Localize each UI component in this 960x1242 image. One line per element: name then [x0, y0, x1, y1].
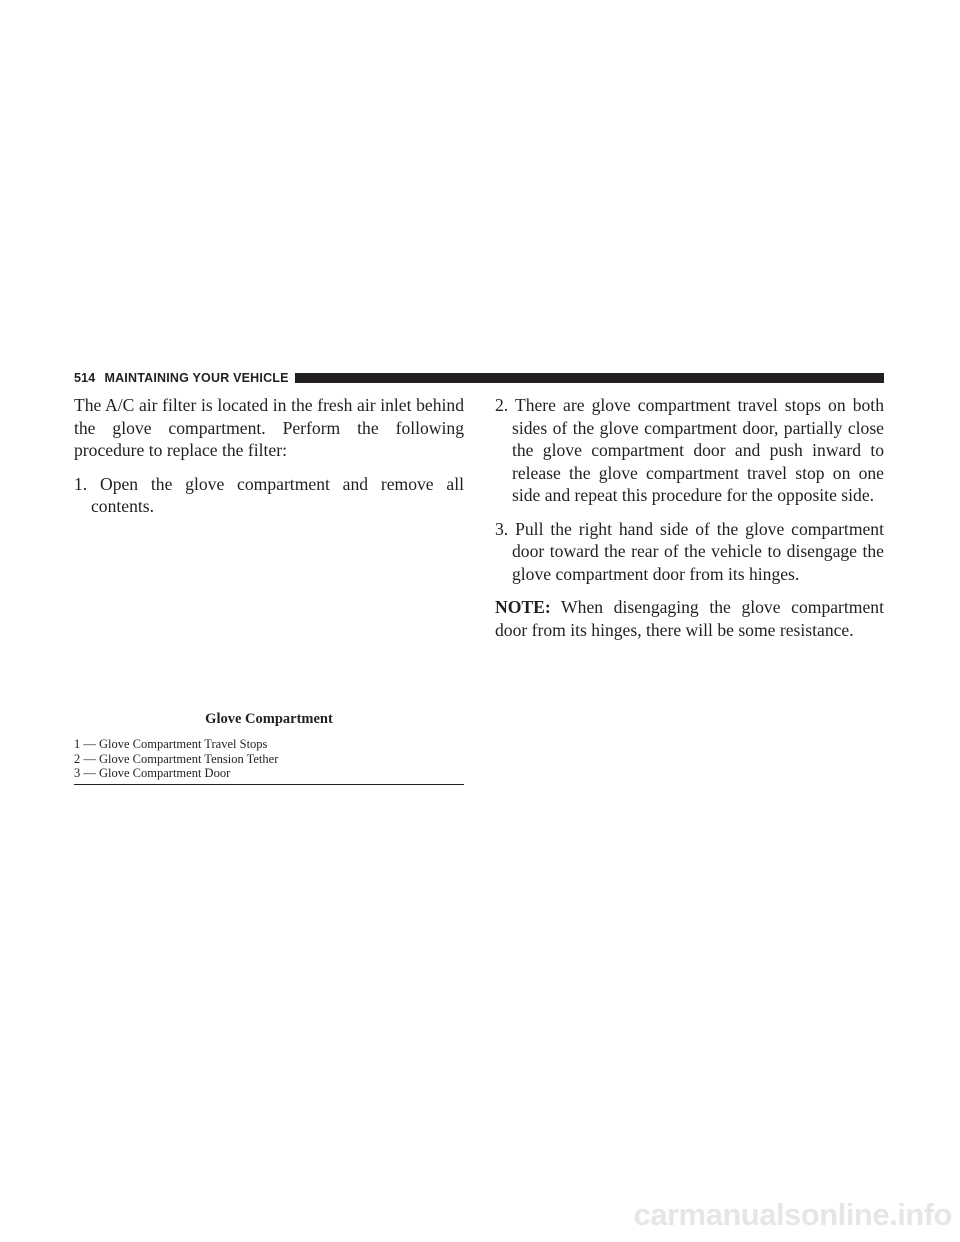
note-paragraph	[495, 596, 884, 641]
step-3: 3. Pull the right hand side of the glove compartment door toward the rear of the vehicle to disengage the glove compartment door from its hinges.	[495, 518, 884, 584]
note-text: When disengaging the glove compartment door from its hinges, there will be some resistance.	[495, 597, 884, 640]
figure-image-area	[74, 480, 464, 700]
step-1: 1. Open the glove compartment and remove all contents.	[74, 473, 464, 516]
figure-legend	[74, 737, 464, 781]
legend-rule	[74, 784, 464, 785]
legend-item-3: 3 — Glove Compartment Door	[74, 766, 231, 780]
figure-title: Glove Compartment	[205, 711, 333, 727]
legend-item-1: 1 — Glove Compartment Travel Stops	[74, 737, 268, 751]
figure-caption	[74, 710, 464, 785]
header-rule	[295, 373, 884, 383]
page-header	[74, 370, 884, 386]
step-2: 2. There are glove compartment travel stops on both sides of the glove compartment door, partially close the glove compartment door and push inward to release the glove compartment travel stop on one side and repeat this procedure for the opposite side.	[495, 395, 884, 505]
intro-paragraph: The A/C air filter is located in the fresh air inlet behind the glove compartment. Perform the following procedure to replace the filter:	[74, 395, 464, 460]
right-column	[495, 394, 884, 652]
section-title: MAINTAINING YOUR VEHICLE	[104, 371, 289, 385]
page-number: 514	[74, 371, 96, 385]
note-label: NOTE:	[495, 597, 551, 617]
legend-item-2: 2 — Glove Compartment Tension Tether	[74, 751, 279, 766]
watermark: carmanualsonline.info	[633, 1197, 952, 1232]
